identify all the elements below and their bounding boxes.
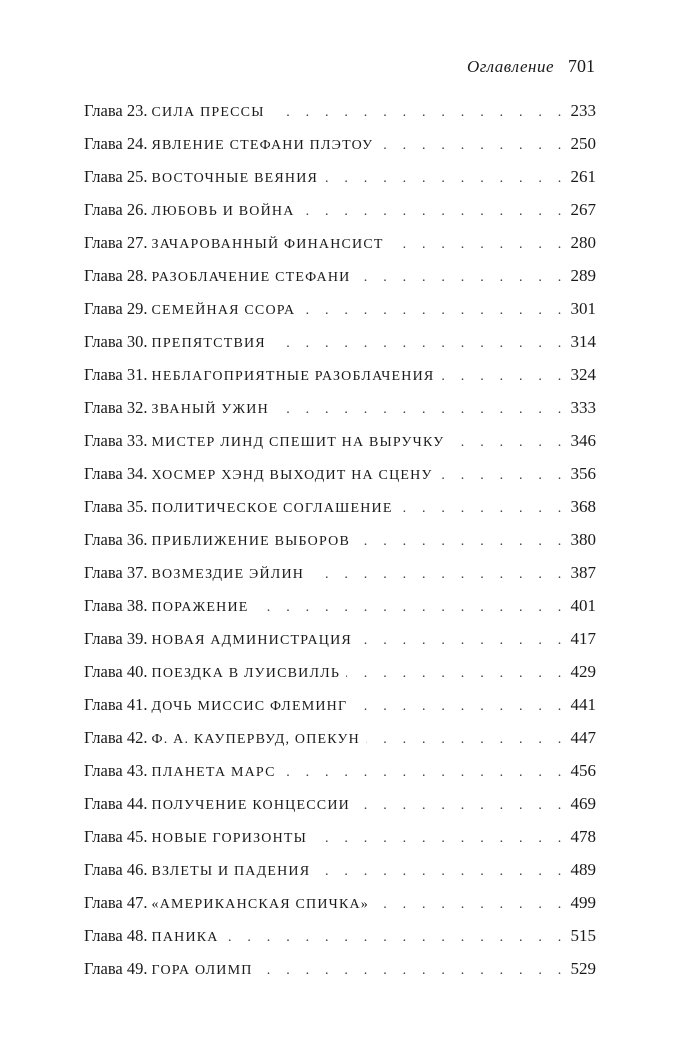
toc-entry[interactable]	[84, 959, 596, 992]
dot-leader	[375, 897, 567, 913]
chapter-title: ПОЕЗДКА В ЛУИСВИЛЛЬ	[151, 666, 341, 681]
dot-leader	[225, 930, 568, 946]
dot-leader	[356, 534, 568, 550]
chapter-title: ПОЛУЧЕНИЕ КОНЦЕССИИ	[151, 798, 350, 813]
dot-leader	[356, 798, 568, 814]
chapter-page: 447	[570, 728, 596, 747]
toc-entry[interactable]	[84, 794, 596, 827]
chapter-page: 368	[570, 497, 596, 516]
chapter-title: ПРИБЛИЖЕНИЕ ВЫБОРОВ	[151, 534, 350, 549]
chapter-number: Глава 42.	[84, 728, 148, 747]
chapter-number: Глава 38.	[84, 596, 148, 615]
chapter-title: «АМЕРИКАНСКАЯ СПИЧКА»	[151, 897, 370, 912]
dot-leader	[353, 699, 567, 715]
dot-leader	[275, 402, 568, 418]
chapter-page: 346	[570, 431, 596, 450]
section-title: Оглавление	[466, 57, 554, 76]
chapter-number: Глава 25.	[84, 167, 148, 186]
chapter-number: Глава 27.	[84, 233, 148, 252]
chapter-page: 417	[570, 629, 596, 648]
chapter-title: НОВЫЕ ГОРИЗОНТЫ	[151, 831, 308, 846]
chapter-page: 469	[570, 794, 596, 813]
chapter-title: ПЛАНЕТА МАРС	[151, 765, 276, 780]
toc-entry[interactable]	[84, 893, 596, 926]
toc-entry[interactable]	[84, 101, 596, 134]
chapter-page: 456	[570, 761, 596, 780]
running-header	[467, 56, 595, 77]
chapter-number: Глава 30.	[84, 332, 148, 351]
chapter-title: ПРЕПЯТСТВИЯ	[151, 336, 266, 351]
chapter-number: Глава 47.	[84, 893, 148, 912]
toc-entry[interactable]	[84, 332, 596, 365]
dot-leader	[379, 138, 567, 154]
dot-leader	[272, 336, 568, 352]
toc-entry[interactable]	[84, 167, 596, 200]
chapter-title: СЕМЕЙНАЯ ССОРА	[151, 303, 296, 318]
dot-leader	[450, 435, 567, 451]
chapter-number: Глава 41.	[84, 695, 148, 714]
chapter-title: Ф. А. КАУПЕРВУД, ОПЕКУН	[151, 732, 360, 747]
toc-entry[interactable]	[84, 860, 596, 893]
toc-entry[interactable]	[84, 200, 596, 233]
toc-entry[interactable]	[84, 464, 596, 497]
toc-entry[interactable]	[84, 365, 596, 398]
chapter-title: ВОЗМЕЗДИЕ ЭЙЛИН	[151, 567, 305, 582]
chapter-number: Глава 40.	[84, 662, 148, 681]
dot-leader	[316, 864, 567, 880]
chapter-page: 529	[570, 959, 596, 978]
dot-leader	[255, 600, 568, 616]
dot-leader	[440, 369, 567, 385]
toc-entry[interactable]	[84, 563, 596, 596]
toc-entry[interactable]	[84, 431, 596, 464]
toc-entry[interactable]	[84, 398, 596, 431]
chapter-page: 478	[570, 827, 596, 846]
chapter-number: Глава 31.	[84, 365, 148, 384]
chapter-title: ДОЧЬ МИССИС ФЛЕМИНГ	[151, 699, 348, 714]
chapter-page: 233	[570, 101, 596, 120]
chapter-title: ЗАЧАРОВАННЫЙ ФИНАНСИСТ	[151, 237, 384, 252]
dot-leader	[324, 171, 567, 187]
dot-leader	[301, 303, 567, 319]
table-of-contents	[84, 101, 596, 992]
chapter-page: 267	[570, 200, 596, 219]
chapter-title: ГОРА ОЛИМП	[151, 963, 253, 978]
chapter-title: ВОСТОЧНЫЕ ВЕЯНИЯ	[151, 171, 319, 186]
page-number: 701	[568, 56, 595, 76]
chapter-number: Глава 32.	[84, 398, 148, 417]
chapter-number: Глава 36.	[84, 530, 148, 549]
chapter-page: 250	[570, 134, 596, 153]
chapter-page: 356	[570, 464, 596, 483]
chapter-number: Глава 45.	[84, 827, 148, 846]
chapter-page: 289	[570, 266, 596, 285]
chapter-number: Глава 43.	[84, 761, 148, 780]
toc-entry[interactable]	[84, 761, 596, 794]
dot-leader	[439, 468, 568, 484]
chapter-title: ЯВЛЕНИЕ СТЕФАНИ ПЛЭТОУ	[151, 138, 374, 153]
chapter-number: Глава 24.	[84, 134, 148, 153]
chapter-title: ВЗЛЕТЫ И ПАДЕНИЯ	[151, 864, 311, 879]
chapter-title: МИСТЕР ЛИНД СПЕШИТ НА ВЫРУЧКУ	[151, 435, 445, 450]
dot-leader	[301, 204, 568, 220]
chapter-number: Глава 26.	[84, 200, 148, 219]
toc-entry[interactable]	[84, 695, 596, 728]
dot-leader	[313, 831, 567, 847]
toc-entry[interactable]	[84, 926, 596, 959]
chapter-title: ПОРАЖЕНИЕ	[151, 600, 249, 615]
toc-entry[interactable]	[84, 497, 596, 530]
chapter-number: Глава 44.	[84, 794, 148, 813]
dot-leader	[310, 567, 567, 583]
chapter-number: Глава 35.	[84, 497, 148, 516]
toc-entry[interactable]	[84, 530, 596, 563]
chapter-number: Глава 23.	[84, 101, 148, 120]
chapter-title: ПАНИКА	[151, 930, 219, 945]
chapter-number: Глава 28.	[84, 266, 148, 285]
dot-leader	[356, 270, 567, 286]
chapter-page: 333	[570, 398, 596, 417]
chapter-number: Глава 37.	[84, 563, 148, 582]
chapter-title: ЗВАНЫЙ УЖИН	[151, 402, 269, 417]
toc-entry[interactable]	[84, 233, 596, 266]
chapter-title: НОВАЯ АДМИНИСТРАЦИЯ	[151, 633, 352, 648]
chapter-number: Глава 46.	[84, 860, 148, 879]
chapter-page: 499	[570, 893, 596, 912]
toc-entry[interactable]	[84, 629, 596, 662]
chapter-title: РАЗОБЛАЧЕНИЕ СТЕФАНИ	[151, 270, 351, 285]
chapter-title: ПОЛИТИЧЕСКОЕ СОГЛАШЕНИЕ	[151, 501, 393, 516]
chapter-page: 515	[570, 926, 596, 945]
dot-leader	[366, 732, 568, 748]
dot-leader	[346, 666, 567, 682]
chapter-page: 324	[570, 365, 596, 384]
toc-entry[interactable]	[84, 266, 596, 299]
chapter-number: Глава 29.	[84, 299, 148, 318]
chapter-number: Глава 39.	[84, 629, 148, 648]
dot-leader	[271, 105, 568, 121]
chapter-title: НЕБЛАГОПРИЯТНЫЕ РАЗОБЛАЧЕНИЯ	[151, 369, 435, 384]
dot-leader	[390, 237, 568, 253]
toc-entry[interactable]	[84, 728, 596, 761]
dot-leader	[399, 501, 568, 517]
chapter-page: 301	[570, 299, 596, 318]
chapter-page: 441	[570, 695, 596, 714]
toc-entry[interactable]	[84, 134, 596, 167]
dot-leader	[259, 963, 568, 979]
chapter-number: Глава 34.	[84, 464, 148, 483]
chapter-title: СИЛА ПРЕССЫ	[151, 105, 265, 120]
chapter-title: ЛЮБОВЬ И ВОЙНА	[151, 204, 295, 219]
chapter-page: 401	[570, 596, 596, 615]
chapter-page: 314	[570, 332, 596, 351]
chapter-number: Глава 33.	[84, 431, 148, 450]
chapter-number: Глава 48.	[84, 926, 148, 945]
toc-entry[interactable]	[84, 662, 596, 695]
dot-leader	[282, 765, 568, 781]
chapter-page: 429	[570, 662, 596, 681]
chapter-number: Глава 49.	[84, 959, 148, 978]
dot-leader	[358, 633, 568, 649]
toc-entry[interactable]	[84, 827, 596, 860]
chapter-page: 261	[570, 167, 596, 186]
toc-entry[interactable]	[84, 299, 596, 332]
chapter-title: ХОСМЕР ХЭНД ВЫХОДИТ НА СЦЕНУ	[151, 468, 433, 483]
chapter-page: 387	[570, 563, 596, 582]
chapter-page: 489	[570, 860, 596, 879]
toc-entry[interactable]	[84, 596, 596, 629]
chapter-page: 280	[570, 233, 596, 252]
chapter-page: 380	[570, 530, 596, 549]
